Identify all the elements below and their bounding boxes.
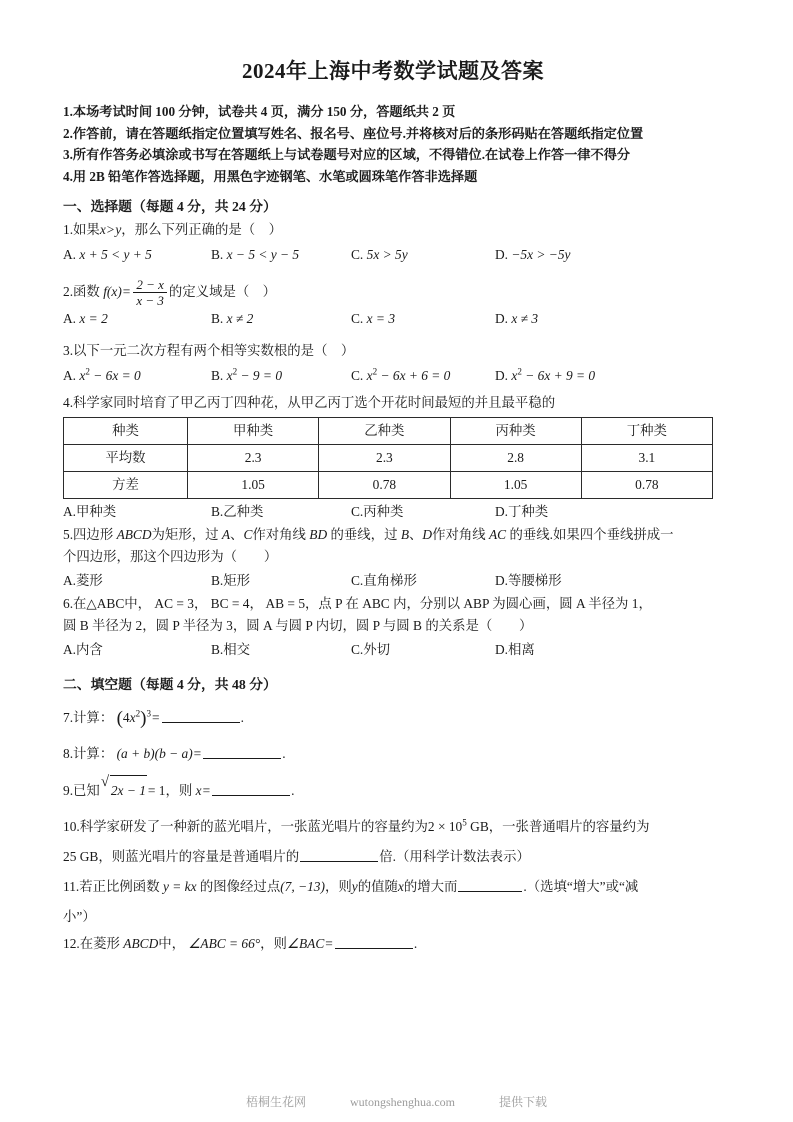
cell-r0c4: 丁种类: [581, 417, 712, 444]
q4-option-c-label: C.: [351, 503, 364, 519]
q7-coef: 4: [122, 709, 130, 725]
q5-h: 的垂线.如果四个垂线拼成一: [509, 526, 674, 542]
q2-stem-a: 2.函数: [63, 284, 100, 300]
q3-option-d-rest: − 6x + 9 = 0: [521, 367, 596, 383]
cell-r2c1: 1.05: [188, 471, 319, 498]
q3-option-b-base: x: [226, 367, 233, 383]
q2-option-b-text: x ≠ 2: [226, 310, 254, 326]
q1-option-c-text: 5x > 5y: [366, 247, 408, 263]
q5-e: 的垂线，过: [330, 526, 398, 542]
q6-option-a-label: A.: [63, 641, 77, 657]
q3-option-a-rest: − 6x = 0: [89, 367, 141, 383]
q5-f: 、: [409, 526, 423, 542]
q9-var-x: x: [195, 782, 202, 798]
q7-pre: 7.计算：: [63, 709, 114, 725]
q12-answer-blank[interactable]: [335, 936, 413, 949]
question-3-stem: [63, 340, 723, 362]
q5-option-b-label: B.: [211, 572, 224, 588]
q5-option-d[interactable]: [495, 570, 562, 589]
q1-option-b[interactable]: [211, 247, 299, 263]
q1-var-y: y: [115, 222, 122, 238]
question-10-line1: [63, 812, 723, 842]
q1-option-d[interactable]: [495, 247, 570, 263]
q2-stem-b: 的定义域是（: [168, 284, 250, 300]
q3-option-a-label: A.: [63, 367, 77, 383]
question-10-line2: [63, 842, 723, 872]
q11-point: (7, −13): [280, 878, 325, 894]
cell-r0c0: 种类: [64, 417, 188, 444]
q3-option-c-exponent: 2: [372, 366, 378, 377]
question-9: [63, 775, 723, 806]
question-5-options: [63, 570, 723, 593]
question-6-stem-line1: 6.在△ABC中， AC = 3， BC = 4， AB = 5，点 P 在 ABC 内，分别以 ABP 为圆心画，圆 A 半径为 1，: [63, 595, 652, 611]
q5-b: 为矩形，过: [151, 526, 219, 542]
table-body: [64, 417, 713, 498]
q5-option-a-label: A.: [63, 572, 77, 588]
q5-abcd: ABCD: [116, 526, 152, 542]
q9-answer-blank[interactable]: [212, 783, 290, 796]
q2-f: f: [103, 284, 107, 300]
q1-option-d-label: D.: [495, 247, 509, 263]
q5-d: 作对角线: [252, 526, 306, 542]
q2-option-b[interactable]: [211, 311, 253, 327]
q4-option-c-text: 丙种类: [363, 503, 404, 519]
document-body: [63, 58, 723, 956]
question-7: [63, 703, 723, 733]
cell-r2c3: 1.05: [450, 471, 581, 498]
q8-answer-blank[interactable]: [203, 746, 281, 759]
question-4-options: [63, 501, 723, 524]
question-1-options: [63, 247, 723, 271]
q2-numerator: 2 − x: [133, 277, 167, 293]
q12-angle-abc: ∠ABC = 66°: [188, 935, 261, 951]
q2-option-d[interactable]: [495, 311, 538, 327]
q11-f: .（选填“增大”或“减: [523, 878, 639, 894]
q5-c: 、: [230, 526, 244, 542]
q2-xparen: (x): [106, 284, 122, 300]
question-11-line1: [63, 872, 723, 902]
q6-option-b-text: 相交: [223, 641, 251, 657]
q11-e: 的增大而: [403, 878, 458, 894]
q10-plain-capacity: 25 GB: [63, 848, 99, 864]
q5-option-d-text: 等腰梯形: [508, 572, 562, 588]
q12-period: .: [413, 935, 418, 951]
q7-eq: =: [152, 709, 160, 725]
q4-option-c[interactable]: [351, 501, 403, 520]
q5-option-b-text: 矩形: [223, 572, 251, 588]
q10-d: 倍.（用科学计数法表示）: [379, 848, 530, 864]
q1-option-d-text: −5x > −5y: [511, 247, 571, 263]
q10-sci-mantissa: 2 × 10: [427, 818, 463, 834]
q4-option-a-label: A.: [63, 503, 77, 519]
q1-option-c-label: C.: [351, 247, 364, 263]
q5-option-a-text: 菱形: [76, 572, 103, 588]
q7-answer-blank[interactable]: [162, 710, 240, 723]
q9-period: .: [291, 782, 295, 798]
q4-option-d-label: D.: [495, 503, 509, 519]
q11-var-y: y: [351, 878, 358, 894]
q5-pt-D: D: [422, 526, 433, 542]
q6-option-a-text: 内含: [76, 641, 103, 657]
q3-option-b-exponent: 2: [232, 366, 238, 377]
q2-option-c[interactable]: [351, 311, 395, 327]
q2-option-d-text: x ≠ 3: [511, 310, 539, 326]
q10-answer-blank[interactable]: [300, 849, 378, 862]
q2-option-c-text: x = 3: [366, 310, 396, 326]
cell-r2c2: 0.78: [319, 471, 450, 498]
instruction-line-4: 4.用 2B 铅笔作答选择题，用黑色字迹钢笔、水笔或圆珠笔作答非选择题: [63, 168, 478, 184]
q5-option-a[interactable]: [63, 570, 103, 589]
q4-option-a-text: 甲种类: [76, 503, 117, 519]
q3-option-b-rest: − 9 = 0: [237, 367, 283, 383]
q2-option-c-label: C.: [351, 310, 364, 326]
q3-option-d-label: D.: [495, 367, 509, 383]
q9-eq-one: = 1，则: [147, 782, 193, 798]
q11-d: 的值随: [357, 878, 398, 894]
q10-b: ，一张普通唱片的容量约为: [488, 818, 650, 834]
question-5-stem-line2: 个四边形，那这个四边形为（ ）: [63, 548, 278, 564]
q5-pt-C: C: [243, 526, 253, 542]
q8-pre: 8.计算：: [63, 745, 114, 761]
q3-option-c[interactable]: [351, 368, 450, 384]
q12-abcd: ABCD: [123, 935, 159, 951]
q5-option-c-label: C.: [351, 572, 364, 588]
section-heading-fill: 二、填空题（每题 4 分，共 48 分）: [63, 676, 277, 692]
q5-seg-BD: BD: [309, 526, 328, 542]
q12-pre: 12.在菱形: [63, 935, 120, 951]
q8-period: .: [282, 745, 286, 761]
q4-option-b[interactable]: [211, 501, 263, 520]
q1-option-a[interactable]: [63, 247, 152, 263]
q1-op-gt: >: [106, 222, 115, 238]
q4-option-d[interactable]: [495, 501, 548, 520]
q1-option-a-label: A.: [63, 247, 77, 263]
q6-option-c-text: 外切: [363, 641, 391, 657]
instruction-line-3: 3.所有作答务必填涂或书写在答题纸上与试卷题号对应的区域，不得错位.在试卷上作答一律不得分: [63, 147, 631, 163]
q12-mid2: ，则: [260, 935, 287, 951]
table-row-species: [64, 417, 713, 444]
q6-option-c-label: C.: [351, 641, 364, 657]
cell-r1c0: 平均数: [64, 444, 188, 471]
question-4-stem: 4.科学家同时培育了甲乙丙丁四种花，从甲乙丙丁选个开花时间最短的并且最平稳的: [63, 394, 556, 410]
flower-statistics-table: [63, 417, 713, 499]
q11-a: 11.若正比例函数: [63, 878, 160, 894]
q10-unit: GB: [470, 818, 489, 834]
q2-option-a-text: x = 2: [79, 310, 108, 326]
q11-c: ，则: [324, 878, 352, 894]
q8-expr: (a + b)(b − a): [116, 745, 193, 761]
q1-option-b-label: B.: [211, 247, 224, 263]
q5-seg-AC: AC: [489, 526, 507, 542]
footer-site-name: 梧桐生花网: [245, 1095, 306, 1109]
question-11-line2: 小”）: [63, 908, 96, 924]
q2-denominator: x − 3: [136, 292, 164, 308]
q3-stem: 3.以下一元二次方程有两个相等实数根的是（: [63, 342, 328, 358]
q3-option-d[interactable]: [495, 368, 595, 384]
q2-fraction: [133, 277, 167, 308]
q12-angle-bac: ∠BAC: [286, 935, 325, 951]
q3-option-a[interactable]: [63, 368, 141, 384]
q3-option-c-rest: − 6x + 6 = 0: [377, 367, 451, 383]
q1-stem-c: ）: [268, 222, 282, 238]
q10-sci-exponent: 5: [462, 817, 467, 828]
cell-r1c2: 2.3: [319, 444, 450, 471]
q3-stem-c: ）: [340, 342, 355, 358]
cell-r1c1: 2.3: [188, 444, 319, 471]
q1-var-x: x: [99, 222, 106, 238]
q11-b: 的图像经过点: [199, 878, 281, 894]
q11-var-x: x: [397, 878, 404, 894]
q8-eq: =: [193, 745, 202, 761]
q5-pt-B: B: [400, 526, 410, 542]
q1-option-c[interactable]: [351, 247, 408, 263]
table-row-mean: [64, 444, 713, 471]
cell-r0c1: 甲种类: [188, 417, 319, 444]
q1-stem-a: 1.如果: [63, 222, 100, 238]
q4-option-b-text: 乙种类: [223, 503, 264, 519]
cell-r0c3: 丙种类: [450, 417, 581, 444]
table-row-variance: [64, 471, 713, 498]
question-12: [63, 932, 723, 956]
q12-mid: 中，: [158, 935, 186, 951]
q5-a: 5.四边形: [63, 526, 114, 542]
q3-option-c-label: C.: [351, 367, 364, 383]
q11-answer-blank[interactable]: [458, 879, 522, 892]
q3-option-a-exponent: 2: [85, 366, 90, 377]
q7-var: x: [129, 709, 136, 725]
question-5-stem-line1: [63, 524, 723, 546]
page-footer: [0, 1093, 793, 1110]
q7-inner-exponent: 2: [135, 708, 141, 719]
q10-c: ，则蓝光唱片的容量是普通唱片的: [98, 848, 300, 864]
cell-r2c4: 0.78: [581, 471, 712, 498]
q7-period: .: [240, 709, 244, 725]
question-6-stem-line2: 圆 B 半径为 2，圆 P 半径为 3，圆 A 与圆 P 内切，圆 P 与圆 B 的关系是（ ）: [63, 617, 533, 633]
footer-site-url[interactable]: wutongshenghua.com: [350, 1095, 455, 1109]
radical-icon: √: [100, 773, 110, 790]
q2-option-b-label: B.: [211, 310, 224, 326]
q1-option-b-text: x − 5 < y − 5: [226, 247, 300, 263]
q4-option-b-label: B.: [211, 503, 224, 519]
q6-option-c[interactable]: [351, 639, 390, 658]
q6-option-b-label: B.: [211, 641, 224, 657]
q11-function: y = kx: [162, 878, 197, 894]
question-1-stem: [63, 219, 723, 241]
question-2-options: [63, 311, 723, 334]
q5-pt-A: A: [221, 526, 231, 542]
q7-open-paren: (: [116, 707, 123, 729]
q1-option-a-text: x + 5 < y + 5: [79, 247, 152, 263]
q7-outer-exponent: 3: [146, 708, 152, 719]
q5-option-d-label: D.: [495, 572, 509, 588]
q6-option-d[interactable]: [495, 639, 535, 658]
question-6-options: [63, 639, 723, 662]
q2-option-a[interactable]: [63, 311, 108, 327]
q7-close-paren: ): [140, 707, 147, 729]
section-heading-choice: 一、选择题（每题 4 分，共 24 分）: [63, 199, 277, 215]
q9-sqrt: [101, 775, 147, 806]
page-title: 2024年上海中考数学试题及答案: [242, 59, 544, 83]
q9-eq: =: [202, 782, 211, 798]
q9-pre: 9.已知: [63, 782, 100, 798]
q3-option-a-base: x: [79, 367, 86, 383]
q3-option-c-base: x: [366, 367, 373, 383]
q4-option-d-text: 丁种类: [508, 503, 549, 519]
q5-option-b[interactable]: [211, 570, 250, 589]
question-3-options: [63, 368, 723, 392]
instruction-line-2: 2.作答前，请在答题纸指定位置填写姓名、报名号、座位号.并将核对后的条形码贴在答题纸指定位置: [63, 125, 644, 141]
question-8: [63, 739, 723, 769]
cell-r2c0: 方差: [64, 471, 188, 498]
cell-r1c3: 2.8: [450, 444, 581, 471]
q5-option-c-text: 直角梯形: [363, 572, 417, 588]
q2-option-a-label: A.: [63, 310, 77, 326]
instructions-block: [63, 101, 723, 187]
q6-option-a[interactable]: [63, 639, 103, 658]
cell-r1c4: 3.1: [581, 444, 712, 471]
q12-eq: =: [325, 935, 333, 951]
q9-radicand: 2x − 1: [110, 775, 147, 806]
q2-option-d-label: D.: [495, 310, 509, 326]
q5-g: 作对角线: [432, 526, 486, 542]
q3-option-b[interactable]: [211, 368, 282, 384]
q2-stem-c: ）: [262, 284, 277, 300]
footer-action[interactable]: 提供下载: [498, 1095, 547, 1109]
q6-option-b[interactable]: [211, 639, 250, 658]
q3-option-d-base: x: [511, 367, 518, 383]
q6-option-d-label: D.: [495, 641, 509, 657]
q5-option-c[interactable]: [351, 570, 417, 589]
instruction-line-1: 1.本场考试时间 100 分钟，试卷共 4 页，满分 150 分，答题纸共 2 页: [63, 104, 456, 120]
q4-option-a[interactable]: [63, 501, 116, 520]
q10-a: 10.科学家研发了一种新的蓝光唱片，一张蓝光唱片的容量约为: [63, 818, 428, 834]
q6-option-d-text: 相离: [508, 641, 535, 657]
q2-eq: =: [122, 284, 131, 300]
q1-stem-b: ，那么下列正确的是（: [121, 222, 256, 238]
question-2-stem: [63, 277, 723, 308]
cell-r0c2: 乙种类: [319, 417, 450, 444]
q3-option-d-exponent: 2: [517, 366, 522, 377]
q3-option-b-label: B.: [211, 367, 224, 383]
